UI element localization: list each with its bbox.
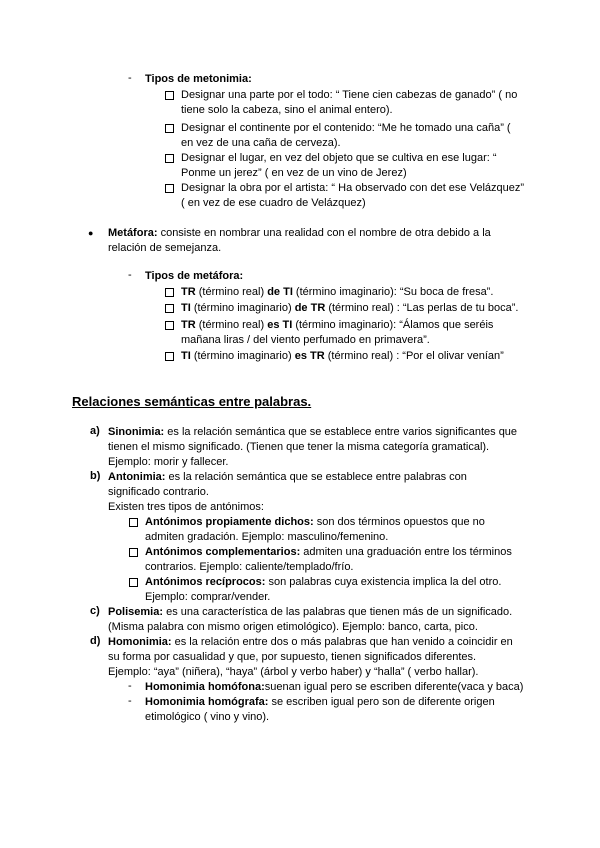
definition-text: Existen tres tipos de antónimos: [108, 501, 264, 513]
definition-text: es una característica de las palabras que tienen más de un significado. [163, 606, 513, 618]
checkbox-icon[interactable] [165, 288, 174, 297]
checkbox-icon[interactable] [165, 91, 174, 100]
checkbox-icon[interactable] [165, 304, 174, 313]
checkbox-icon[interactable] [129, 518, 138, 527]
item-text-part: (término imaginario): “Su boca de fresa”. [292, 286, 494, 298]
item-text: Ejemplo: comprar/vender. [145, 591, 271, 603]
item-text-part: (término imaginario): “Álamos que seréis [292, 319, 494, 331]
item-text: contrarios. Ejemplo: caliente/templado/frío. [145, 561, 354, 573]
definition-text: es la relación semántica que se establece entre varios significantes que [164, 426, 518, 438]
definition-text: significado contrario. [108, 486, 209, 498]
definition-text: Ejemplo: “aya” (niñera), “haya” (árbol y verbo haber) y “halla” ( verbo hallar). [108, 666, 479, 678]
homonimia-type-term: Homonimia homógrafa: [145, 696, 269, 708]
list-dash: - [128, 269, 132, 281]
metonimia-types-title: Tipos de metonimia: [145, 73, 252, 85]
checkbox-icon[interactable] [129, 578, 138, 587]
list-label: a) [90, 425, 100, 437]
item-text-part: son dos términos opuestos que no [313, 516, 485, 528]
definition-text: Ejemplo: morir y fallecer. [108, 456, 229, 468]
term-abbr: de TR [294, 302, 326, 314]
item-text-part: (término real) : “Las perlas de tu boca”. [325, 302, 519, 314]
sinonimia-term: Sinonimia: [108, 426, 165, 438]
item-text: etimológico ( vino y vino). [145, 711, 270, 723]
metafora-text-line2: relación de semejanza. [108, 242, 222, 254]
antonimo-term: Antónimos complementarios: [145, 546, 301, 558]
metafora-definition [108, 226, 491, 240]
item-text: Designar el continente por el contenido: “Me he tomado una caña” ( [181, 122, 511, 134]
sinonimia-definition [108, 425, 517, 439]
list-dash: - [128, 72, 132, 84]
term-abbr: es TI [267, 319, 293, 331]
list-label: c) [90, 605, 100, 617]
definition-text: su forma por casualidad y que, por supuesto, tienen significados diferentes. [108, 651, 477, 663]
item-text: mañana liras / del viento perfumado en primavera”. [181, 334, 430, 346]
item-text: ( en vez de ese cuadro de Velázquez) [181, 197, 366, 209]
item-text-part: (término imaginario) [190, 302, 295, 314]
list-label: b) [90, 470, 101, 482]
item-text-part: (término real) : “Por el olivar venían” [324, 350, 504, 362]
item-text [181, 318, 493, 332]
bullet-icon: ● [88, 228, 94, 238]
antonimia-definition [108, 470, 467, 484]
item-text-part: (término real) [195, 319, 268, 331]
polisemia-term: Polisemia: [108, 606, 164, 618]
term-abbr: TI [181, 302, 191, 314]
section-heading: Relaciones semánticas entre palabras. [72, 394, 312, 409]
definition-text: tienen el mismo significado. (Tienen que tener la misma categoría gramatical). [108, 441, 490, 453]
item-text [145, 695, 495, 709]
item-text-part: son palabras cuya existencia implica la del otro. [265, 576, 502, 588]
list-label: d) [90, 635, 101, 647]
term-abbr: es TR [294, 350, 325, 362]
item-text: tiene solo la cabeza, sino el animal entero). [181, 104, 393, 116]
item-text [145, 680, 523, 694]
item-text: en vez de una caña de cerveza). [181, 137, 341, 149]
item-text-part: (término real) [195, 286, 268, 298]
checkbox-icon[interactable] [129, 548, 138, 557]
item-text: Designar el lugar, en vez del objeto que se cultiva en ese lugar: “ [181, 152, 497, 164]
polisemia-definition [108, 605, 512, 619]
term-abbr: TR [181, 286, 196, 298]
homonimia-term: Homonimia: [108, 636, 172, 648]
antonimia-term: Antonimia: [108, 471, 166, 483]
term-abbr: TI [181, 350, 191, 362]
item-text: admiten gradación. Ejemplo: masculino/femenino. [145, 531, 389, 543]
checkbox-icon[interactable] [165, 154, 174, 163]
metafora-types-title: Tipos de metáfora: [145, 270, 244, 282]
metafora-term: Metáfora: [108, 227, 158, 239]
homonimia-definition [108, 635, 513, 649]
item-text [181, 349, 504, 363]
antonimo-term: Antónimos propiamente dichos: [145, 516, 314, 528]
item-text: Ponme un jerez” ( en vez de un vino de Jerez) [181, 167, 407, 179]
checkbox-icon[interactable] [165, 184, 174, 193]
checkbox-icon[interactable] [165, 321, 174, 330]
item-text: Designar una parte por el todo: “ Tiene cien cabezas de ganado” ( no [181, 89, 518, 101]
definition-text: es la relación entre dos o más palabras que han venido a coincidir en [171, 636, 513, 648]
definition-text: (Misma palabra con mismo origen etimológico). Ejemplo: banco, carta, pico. [108, 621, 478, 633]
list-dash: - [128, 695, 132, 707]
item-text-part: admiten una graduación entre los términos [300, 546, 512, 558]
definition-text: es la relación semántica que se establece entre palabras con [165, 471, 467, 483]
item-text [145, 515, 485, 529]
metafora-text: consiste en nombrar una realidad con el nombre de otra debido a la [157, 227, 491, 239]
list-dash: - [128, 680, 132, 692]
term-abbr: de TI [267, 286, 293, 298]
antonimo-term: Antónimos recíprocos: [145, 576, 266, 588]
item-text [181, 285, 493, 299]
item-text-part: suenan igual pero se escriben diferente(vaca y baca) [264, 681, 524, 693]
item-text-part: se escriben igual pero son de diferente origen [268, 696, 495, 708]
item-text [181, 301, 518, 315]
item-text [145, 575, 501, 589]
item-text-part: (término imaginario) [190, 350, 295, 362]
term-abbr: TR [181, 319, 196, 331]
checkbox-icon[interactable] [165, 352, 174, 361]
item-text [145, 545, 512, 559]
item-text: Designar la obra por el artista: “ Ha observado con det ese Velázquez” [181, 182, 525, 194]
homonimia-type-term: Homonimia homófona: [145, 681, 265, 693]
checkbox-icon[interactable] [165, 124, 174, 133]
